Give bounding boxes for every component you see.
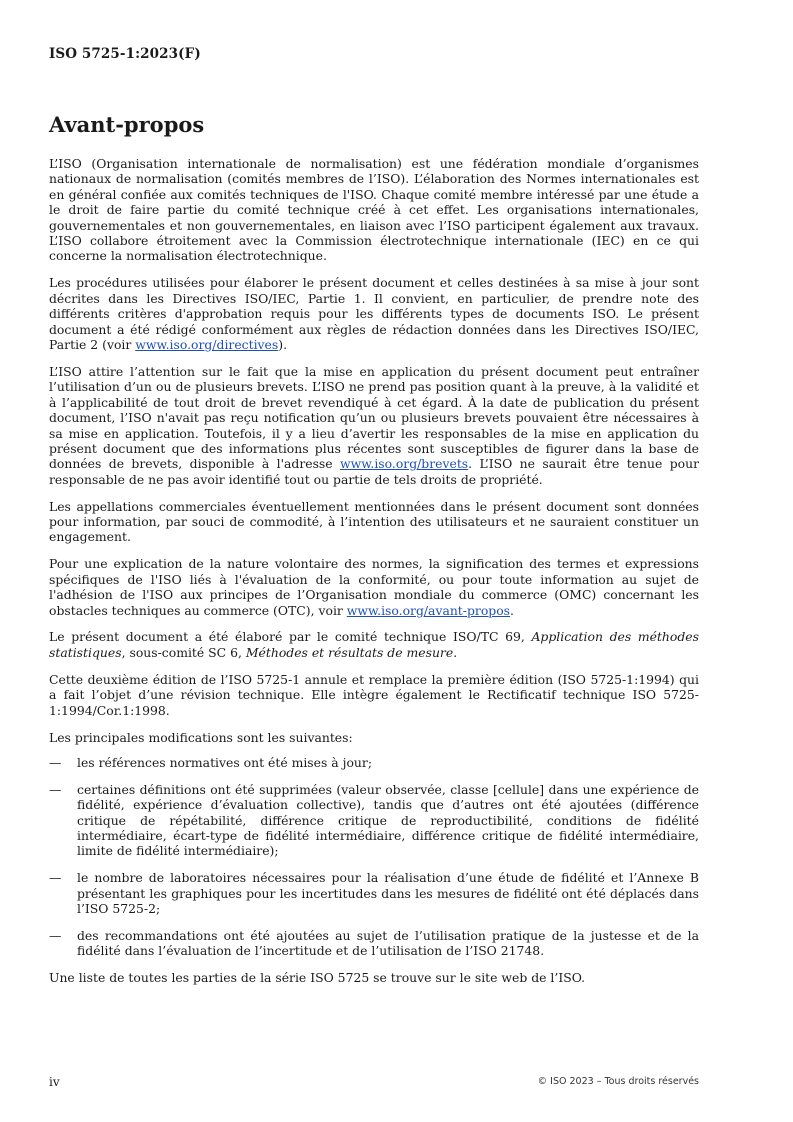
paragraph-text: Le présent document a été élaboré par le comité technique ISO/TC 69, [49,629,532,645]
list-item [49,928,699,959]
paragraph-voluntary-nature [49,556,699,618]
list-item-text: le nombre de laboratoires nécessaires pour la réalisation d’une étude de fidélité et l’Annexe B présentant les graphiques pour les incertitudes dans les mesures de fidélité ont été déplacés dans l’ISO 5725-2; [77,870,699,917]
foreword-body [49,156,699,997]
changes-intro: Les principales modifications sont les suivantes: [49,729,353,745]
paragraph-iso-intro: L’ISO (Organisation internationale de normalisation) est une fédération mondiale d’organismes nationaux de normalisation (comités membres de l’ISO). L’élaboration des Normes internationales est en général confiée aux comités techniques de l'ISO. Chaque comité membre intéressé par une étude a le droit de faire partie du comité technique créé à cet effet. Les organisations internationales, gouvernementales et non gouvernementales, en liaison avec l’ISO participent également aux travaux. L’ISO collabore étroitement avec la Commission électrotechnique internationale (IEC) en ce qui concerne la normalisation électrotechnique. [49,156,699,264]
paragraph-committee [49,629,699,660]
paragraph-text: L’ISO attire l’attention sur le fait que la mise en application du présent document peut entraîner l’utilisation d’un ou de plusieurs brevets. L’ISO ne prend pas position quant à la preuve, à la validité et à l’applicabilité de tout droit de brevet revendiqué à cet égard. À la date de publication du présent document, l’ISO n'avait pas reçu notification qu’un ou plusieurs brevets pouvaient être nécessaires à sa mise en application. Toutefois, il y a lieu d’avertir les responsables de la mise en application du présent document que des informations plus récentes sont susceptibles de figurer dans la base de données de brevets, disponible à l'adresse [49,363,699,472]
paragraph-patents [49,364,699,487]
paragraph-text: Les procédures utilisées pour élaborer le présent document et celles destinées à sa mise à jour sont décrites dans les Directives ISO/IEC, Partie 1. Il convient, en particulier, de prendre note des différents critères d'approbation requis pour les différents types de documents ISO. Le présent document a été rédigé conformément aux règles de rédaction données dans les Directives ISO/IEC, Partie 2 (voir [49,275,699,352]
paragraph-text: . L’ISO ne saurait être tenue pour responsable de ne pas avoir identifié tout ou partie de tels droits de propriété. [49,456,699,487]
list-item-text: les références normatives ont été mises à jour; [77,754,372,770]
paragraph-edition: Cette deuxième édition de l’ISO 5725-1 annule et remplace la première édition (ISO 5725-1:1994) qui a fait l’objet d’une révision technique. Elle intègre également le Rectificatif technique ISO 5725-1:1994/Cor.1:1998. [49,671,699,718]
dash-bullet: — [49,928,62,944]
dash-bullet: — [49,754,62,770]
dash-bullet: — [49,781,62,797]
paragraph-text: , sous-comité SC 6, [121,644,246,660]
paragraph-procedures [49,275,699,352]
list-item-text: certaines définitions ont été supprimées (valeur observée, classe [cellule] dans une expérience de fidélité, expérience d’évaluation collective), tandis que d’autres ont été ajoutées (différence critique de répétabilité, différence critique de reproductibilité, conditions de fidélité intermédiaire, écart-type de fidélité intermédiaire, différence critique de fidélité intermédiaire, limite de fidélité intermédiaire); [77,781,699,859]
committee-title: Application des méthodes statistiques [49,629,699,660]
list-item-text: des recommandations ont été ajoutées au sujet de l’utilisation pratique de la justesse et de la fidélité dans l’évaluation de l’incertitude et de l’utilisation de l’ISO 21748. [77,928,699,959]
subcommittee-title: Méthodes et résultats de mesure [245,644,454,660]
document-id: ISO 5725-1:2023(F) [49,46,201,62]
paragraph-text: Pour une explication de la nature volontaire des normes, la signification des termes et expressions spécifiques de l'ISO liés à l'évaluation de la conformité, ou pour toute information au sujet de l'adhésion de l'ISO aux principes de l’Organisation mondiale du commerce (OMC) concernant les obstacles techniques au commerce (OTC), voir [49,556,699,618]
list-item [49,870,699,916]
list-item [49,755,699,770]
page-title: Avant-propos [49,112,205,137]
paragraph-text: ). [278,336,288,352]
page-number: iv [49,1075,60,1089]
copyright-notice: © ISO 2023 – Tous droits réservés [537,1076,699,1087]
patents-link[interactable]: www.iso.org/brevets [340,456,469,472]
paragraph-text: . [453,644,458,660]
list-item [49,782,699,859]
changes-list [49,755,699,959]
paragraph-text: . [510,602,514,618]
paragraph-series-list: Une liste de toutes les parties de la série ISO 5725 se trouve sur le site web de l’ISO. [49,970,586,986]
directives-link[interactable]: www.iso.org/directives [135,336,279,352]
dash-bullet: — [49,870,62,886]
foreword-link[interactable]: www.iso.org/avant-propos [346,602,511,618]
paragraph-trade-names: Les appellations commerciales éventuellement mentionnées dans le présent document sont données pour information, par souci de commodité, à l’intention des utilisateurs et ne sauraient constituer un engagement. [49,498,699,545]
